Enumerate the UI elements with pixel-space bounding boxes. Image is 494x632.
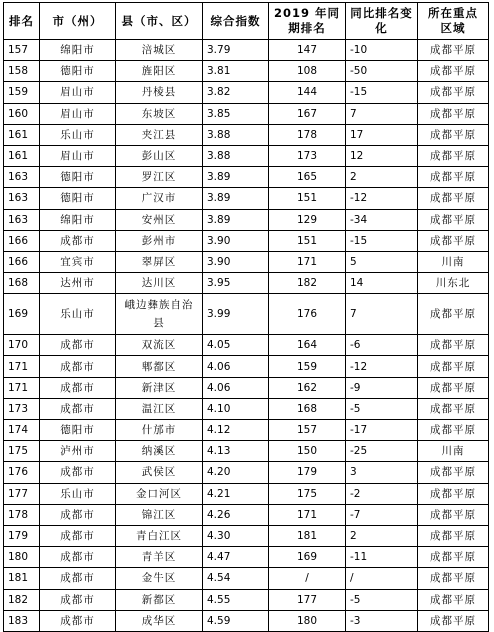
cell-index: 3.89 xyxy=(203,167,269,188)
cell-index: 4.13 xyxy=(203,441,269,462)
cell-index: 4.54 xyxy=(203,568,269,589)
cell-index: 3.90 xyxy=(203,251,269,272)
table-row xyxy=(4,167,489,188)
cell-area: 成都平原 xyxy=(418,462,489,483)
cell-index: 3.88 xyxy=(203,145,269,166)
cell-change: -50 xyxy=(346,61,418,82)
cell-change: -12 xyxy=(346,356,418,377)
table-row xyxy=(4,420,489,441)
cell-county: 武侯区 xyxy=(116,462,203,483)
cell-rank: 169 xyxy=(4,294,40,335)
cell-prev-rank: 151 xyxy=(269,188,346,209)
cell-area: 成都平原 xyxy=(418,420,489,441)
cell-city: 德阳市 xyxy=(40,61,116,82)
cell-index: 3.90 xyxy=(203,230,269,251)
cell-index: 3.89 xyxy=(203,209,269,230)
table-row xyxy=(4,377,489,398)
cell-city: 成都市 xyxy=(40,230,116,251)
cell-city: 成都市 xyxy=(40,335,116,356)
cell-area: 成都平原 xyxy=(418,356,489,377)
cell-index: 3.95 xyxy=(203,273,269,294)
cell-area: 成都平原 xyxy=(418,504,489,525)
cell-prev-rank: 159 xyxy=(269,356,346,377)
cell-prev-rank: 181 xyxy=(269,525,346,546)
cell-prev-rank: 157 xyxy=(269,420,346,441)
header-change: 同比排名变化 xyxy=(346,3,418,40)
cell-rank: 159 xyxy=(4,82,40,103)
cell-index: 3.85 xyxy=(203,103,269,124)
cell-index: 4.20 xyxy=(203,462,269,483)
cell-rank: 166 xyxy=(4,230,40,251)
cell-change: -5 xyxy=(346,398,418,419)
cell-area: 成都平原 xyxy=(418,294,489,335)
cell-city: 成都市 xyxy=(40,398,116,419)
cell-county: 翠屏区 xyxy=(116,251,203,272)
cell-prev-rank: 179 xyxy=(269,462,346,483)
cell-prev-rank: 171 xyxy=(269,251,346,272)
cell-rank: 177 xyxy=(4,483,40,504)
table-row xyxy=(4,61,489,82)
cell-area: 成都平原 xyxy=(418,40,489,61)
cell-prev-rank: 167 xyxy=(269,103,346,124)
cell-prev-rank: 173 xyxy=(269,145,346,166)
cell-index: 3.81 xyxy=(203,61,269,82)
cell-county: 金口河区 xyxy=(116,483,203,504)
cell-change: -7 xyxy=(346,504,418,525)
table-row xyxy=(4,441,489,462)
cell-area: 成都平原 xyxy=(418,568,489,589)
header-city: 市（州） xyxy=(40,3,116,40)
cell-change: -10 xyxy=(346,40,418,61)
cell-county: 夹江县 xyxy=(116,124,203,145)
table-row xyxy=(4,124,489,145)
cell-prev-rank: 176 xyxy=(269,294,346,335)
table-row xyxy=(4,82,489,103)
cell-city: 乐山市 xyxy=(40,294,116,335)
cell-city: 成都市 xyxy=(40,504,116,525)
cell-index: 3.82 xyxy=(203,82,269,103)
table-row xyxy=(4,356,489,377)
cell-rank: 173 xyxy=(4,398,40,419)
cell-prev-rank: 168 xyxy=(269,398,346,419)
cell-rank: 160 xyxy=(4,103,40,124)
cell-change: -3 xyxy=(346,610,418,631)
cell-rank: 181 xyxy=(4,568,40,589)
cell-city: 成都市 xyxy=(40,610,116,631)
cell-rank: 180 xyxy=(4,547,40,568)
cell-county: 成华区 xyxy=(116,610,203,631)
cell-prev-rank: 162 xyxy=(269,377,346,398)
cell-prev-rank: / xyxy=(269,568,346,589)
cell-index: 4.05 xyxy=(203,335,269,356)
cell-change: -25 xyxy=(346,441,418,462)
table-row xyxy=(4,483,489,504)
cell-area: 成都平原 xyxy=(418,167,489,188)
cell-change: 17 xyxy=(346,124,418,145)
table-row xyxy=(4,40,489,61)
cell-change: 2 xyxy=(346,525,418,546)
cell-rank: 163 xyxy=(4,209,40,230)
cell-county: 安州区 xyxy=(116,209,203,230)
cell-change: 14 xyxy=(346,273,418,294)
cell-change: 7 xyxy=(346,103,418,124)
cell-city: 成都市 xyxy=(40,589,116,610)
cell-change: 12 xyxy=(346,145,418,166)
cell-county: 峨边彝族自治县 xyxy=(116,294,203,335)
cell-county: 青羊区 xyxy=(116,547,203,568)
cell-index: 3.99 xyxy=(203,294,269,335)
cell-city: 眉山市 xyxy=(40,145,116,166)
cell-prev-rank: 180 xyxy=(269,610,346,631)
cell-county: 什邡市 xyxy=(116,420,203,441)
cell-prev-rank: 177 xyxy=(269,589,346,610)
cell-city: 德阳市 xyxy=(40,167,116,188)
cell-county: 彭州市 xyxy=(116,230,203,251)
cell-city: 绵阳市 xyxy=(40,209,116,230)
header-index: 综合指数 xyxy=(203,3,269,40)
cell-area: 成都平原 xyxy=(418,377,489,398)
cell-rank: 182 xyxy=(4,589,40,610)
cell-rank: 157 xyxy=(4,40,40,61)
cell-county: 广汉市 xyxy=(116,188,203,209)
cell-index: 4.30 xyxy=(203,525,269,546)
cell-prev-rank: 151 xyxy=(269,230,346,251)
cell-area: 川南 xyxy=(418,441,489,462)
cell-area: 成都平原 xyxy=(418,547,489,568)
table-row xyxy=(4,525,489,546)
cell-city: 德阳市 xyxy=(40,420,116,441)
cell-prev-rank: 108 xyxy=(269,61,346,82)
cell-index: 4.06 xyxy=(203,377,269,398)
cell-area: 成都平原 xyxy=(418,610,489,631)
cell-rank: 175 xyxy=(4,441,40,462)
cell-index: 4.47 xyxy=(203,547,269,568)
cell-index: 4.06 xyxy=(203,356,269,377)
cell-city: 成都市 xyxy=(40,462,116,483)
cell-change: -2 xyxy=(346,483,418,504)
cell-city: 德阳市 xyxy=(40,188,116,209)
cell-rank: 163 xyxy=(4,167,40,188)
cell-city: 乐山市 xyxy=(40,124,116,145)
cell-city: 宜宾市 xyxy=(40,251,116,272)
cell-rank: 171 xyxy=(4,356,40,377)
table-row xyxy=(4,335,489,356)
cell-area: 成都平原 xyxy=(418,525,489,546)
cell-prev-rank: 150 xyxy=(269,441,346,462)
cell-index: 4.26 xyxy=(203,504,269,525)
cell-change: -12 xyxy=(346,188,418,209)
cell-prev-rank: 147 xyxy=(269,40,346,61)
cell-city: 成都市 xyxy=(40,525,116,546)
cell-index: 4.10 xyxy=(203,398,269,419)
cell-prev-rank: 178 xyxy=(269,124,346,145)
header-county: 县（市、区） xyxy=(116,3,203,40)
cell-rank: 171 xyxy=(4,377,40,398)
cell-rank: 178 xyxy=(4,504,40,525)
cell-change: 3 xyxy=(346,462,418,483)
ranking-table xyxy=(3,2,489,632)
cell-rank: 161 xyxy=(4,124,40,145)
table-row xyxy=(4,230,489,251)
table-row xyxy=(4,589,489,610)
cell-change: -5 xyxy=(346,589,418,610)
cell-county: 丹棱县 xyxy=(116,82,203,103)
table-row xyxy=(4,610,489,631)
cell-change: / xyxy=(346,568,418,589)
table-row xyxy=(4,251,489,272)
cell-rank: 163 xyxy=(4,188,40,209)
cell-county: 涪城区 xyxy=(116,40,203,61)
cell-index: 4.59 xyxy=(203,610,269,631)
cell-change: 2 xyxy=(346,167,418,188)
cell-index: 4.55 xyxy=(203,589,269,610)
cell-prev-rank: 129 xyxy=(269,209,346,230)
cell-change: -6 xyxy=(346,335,418,356)
cell-city: 成都市 xyxy=(40,377,116,398)
cell-index: 3.79 xyxy=(203,40,269,61)
cell-change: -15 xyxy=(346,230,418,251)
cell-county: 罗江区 xyxy=(116,167,203,188)
cell-county: 温江区 xyxy=(116,398,203,419)
cell-change: -34 xyxy=(346,209,418,230)
cell-change: -11 xyxy=(346,547,418,568)
table-row xyxy=(4,294,489,335)
header-prev-rank: 2019 年同期排名 xyxy=(269,3,346,40)
cell-rank: 174 xyxy=(4,420,40,441)
table-row xyxy=(4,568,489,589)
cell-change: 7 xyxy=(346,294,418,335)
cell-city: 眉山市 xyxy=(40,82,116,103)
table-row xyxy=(4,103,489,124)
cell-rank: 161 xyxy=(4,145,40,166)
cell-city: 成都市 xyxy=(40,547,116,568)
cell-area: 成都平原 xyxy=(418,145,489,166)
cell-area: 成都平原 xyxy=(418,483,489,504)
cell-county: 郫都区 xyxy=(116,356,203,377)
table-row xyxy=(4,188,489,209)
cell-index: 4.21 xyxy=(203,483,269,504)
cell-area: 成都平原 xyxy=(418,335,489,356)
cell-rank: 170 xyxy=(4,335,40,356)
cell-change: -9 xyxy=(346,377,418,398)
cell-area: 成都平原 xyxy=(418,589,489,610)
cell-county: 彭山区 xyxy=(116,145,203,166)
cell-index: 3.89 xyxy=(203,188,269,209)
header-row xyxy=(4,3,489,40)
cell-county: 新津区 xyxy=(116,377,203,398)
cell-county: 锦江区 xyxy=(116,504,203,525)
cell-prev-rank: 171 xyxy=(269,504,346,525)
cell-city: 绵阳市 xyxy=(40,40,116,61)
cell-area: 成都平原 xyxy=(418,103,489,124)
cell-county: 旌阳区 xyxy=(116,61,203,82)
cell-city: 成都市 xyxy=(40,356,116,377)
cell-prev-rank: 169 xyxy=(269,547,346,568)
cell-area: 成都平原 xyxy=(418,230,489,251)
table-row xyxy=(4,547,489,568)
table-body xyxy=(4,40,489,632)
cell-area: 成都平原 xyxy=(418,188,489,209)
cell-city: 乐山市 xyxy=(40,483,116,504)
table-row xyxy=(4,145,489,166)
cell-area: 川南 xyxy=(418,251,489,272)
cell-rank: 183 xyxy=(4,610,40,631)
cell-rank: 179 xyxy=(4,525,40,546)
header-rank: 排名 xyxy=(4,3,40,40)
cell-county: 青白江区 xyxy=(116,525,203,546)
cell-county: 纳溪区 xyxy=(116,441,203,462)
cell-change: -17 xyxy=(346,420,418,441)
table-row xyxy=(4,504,489,525)
cell-area: 成都平原 xyxy=(418,82,489,103)
cell-rank: 168 xyxy=(4,273,40,294)
cell-area: 川东北 xyxy=(418,273,489,294)
cell-change: -15 xyxy=(346,82,418,103)
table-row xyxy=(4,398,489,419)
cell-county: 东坡区 xyxy=(116,103,203,124)
cell-county: 新都区 xyxy=(116,589,203,610)
cell-prev-rank: 165 xyxy=(269,167,346,188)
cell-rank: 166 xyxy=(4,251,40,272)
table-row xyxy=(4,273,489,294)
cell-county: 达川区 xyxy=(116,273,203,294)
cell-area: 成都平原 xyxy=(418,209,489,230)
header-area: 所在重点区域 xyxy=(418,3,489,40)
cell-county: 双流区 xyxy=(116,335,203,356)
cell-rank: 176 xyxy=(4,462,40,483)
cell-area: 成都平原 xyxy=(418,124,489,145)
cell-prev-rank: 164 xyxy=(269,335,346,356)
cell-city: 泸州市 xyxy=(40,441,116,462)
cell-index: 3.88 xyxy=(203,124,269,145)
cell-area: 成都平原 xyxy=(418,398,489,419)
cell-area: 成都平原 xyxy=(418,61,489,82)
cell-prev-rank: 182 xyxy=(269,273,346,294)
cell-change: 5 xyxy=(346,251,418,272)
cell-prev-rank: 175 xyxy=(269,483,346,504)
cell-city: 成都市 xyxy=(40,568,116,589)
cell-city: 眉山市 xyxy=(40,103,116,124)
cell-prev-rank: 144 xyxy=(269,82,346,103)
table-row xyxy=(4,462,489,483)
cell-county: 金牛区 xyxy=(116,568,203,589)
cell-city: 达州市 xyxy=(40,273,116,294)
cell-rank: 158 xyxy=(4,61,40,82)
table-row xyxy=(4,209,489,230)
cell-index: 4.12 xyxy=(203,420,269,441)
